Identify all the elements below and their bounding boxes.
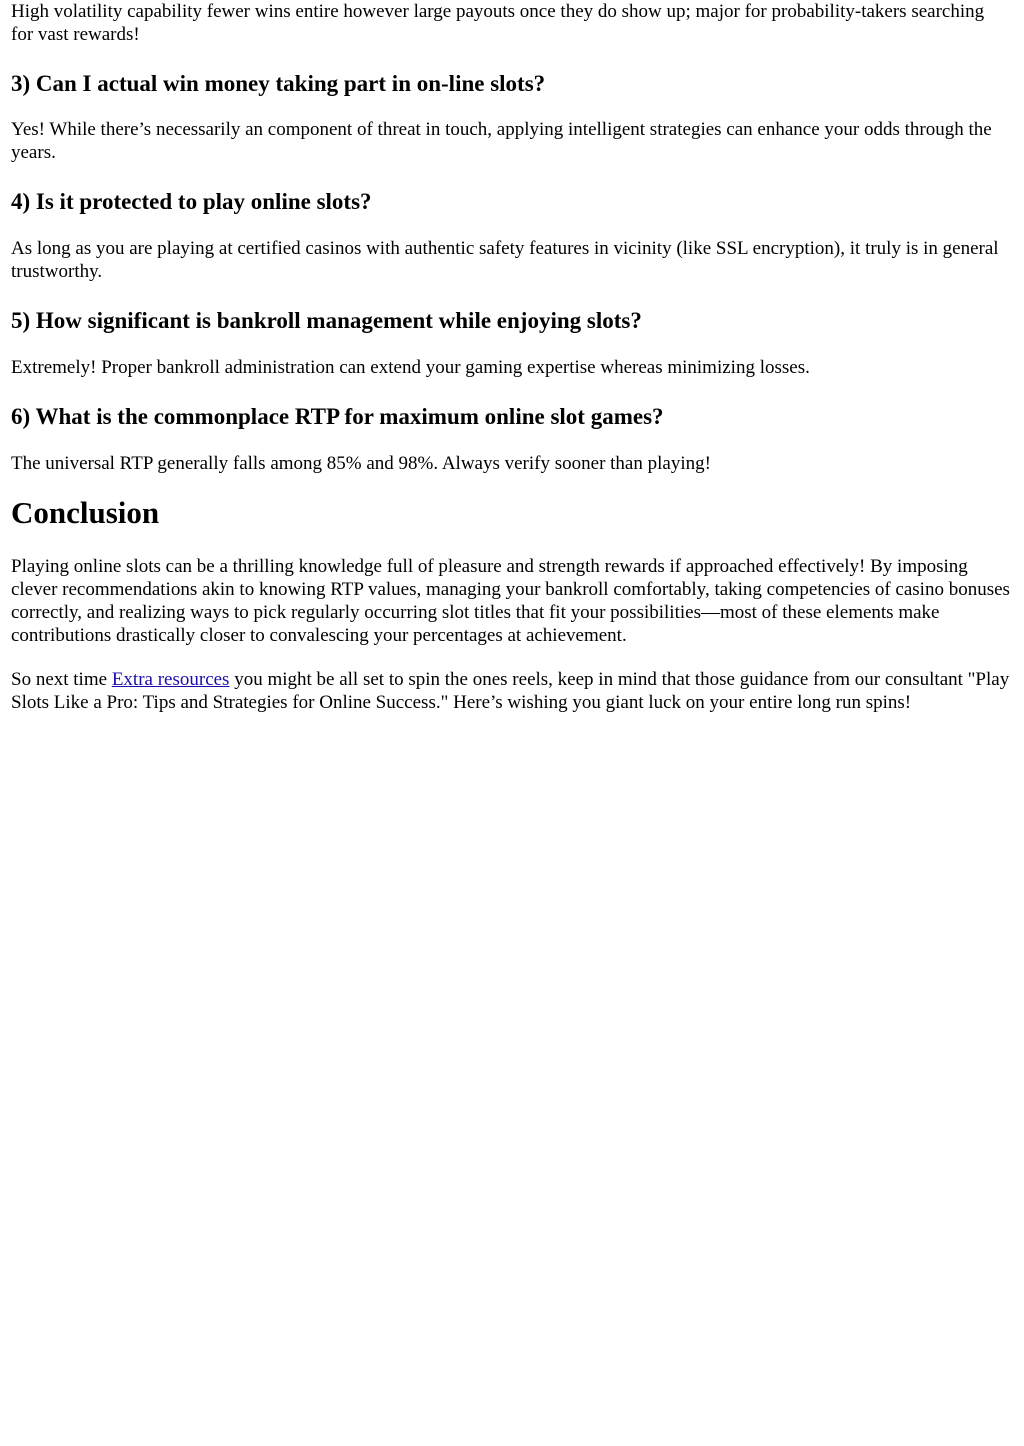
intro-paragraph: High volatility capability fewer wins entire however large payouts once they do show up; major for probability-takers searching for vast rewards!	[11, 1, 985, 45]
closing-paragraph	[11, 668, 1010, 714]
faq-question-4: 4) Is it protected to play online slots?	[11, 189, 372, 214]
faq-answer-3: Yes! While there’s necessarily an component of threat in touch, applying intelligent strategies can enhance your odds through the years.	[11, 119, 992, 163]
faq-answer-4: As long as you are playing at certified casinos with authentic safety features in vicinity (like SSL encryption), it truly is in general trustworthy.	[11, 238, 999, 282]
conclusion-paragraph: Playing online slots can be a thrilling knowledge full of pleasure and strength rewards if approached effectively! By imposing clever recommendations akin to knowing RTP values, managing your bankroll comfortably, taking competencies of casino bonuses correctly, and realizing ways to pick regularly occurring slot titles that fit your possibilities—most of these elements make contributions drastically closer to convalescing your percentages at achievement.	[11, 556, 1010, 646]
faq-answer-5: Extremely! Proper bankroll administration can extend your gaming expertise whereas minimizing losses.	[11, 357, 810, 378]
faq-question-5: 5) How significant is bankroll management while enjoying slots?	[11, 308, 642, 333]
closing-text-after-link: you might be all set to spin the ones reels, keep in mind that those guidance from our consultant "Play Slots Like a Pro: Tips and Strategies for Online Success." Here’s wishing you giant luck on your entire long run spins!	[11, 669, 1010, 713]
extra-resources-link[interactable]: Extra resources	[111, 669, 230, 690]
conclusion-heading: Conclusion	[11, 495, 160, 530]
faq-answer-6: The universal RTP generally falls among 85% and 98%. Always verify sooner than playing!	[11, 453, 711, 474]
closing-text-before-link: So next time	[11, 669, 112, 690]
faq-question-6: 6) What is the commonplace RTP for maximum online slot games?	[11, 404, 664, 429]
article-body	[0, 0, 1024, 714]
faq-question-3: 3) Can I actual win money taking part in on-line slots?	[11, 71, 546, 96]
